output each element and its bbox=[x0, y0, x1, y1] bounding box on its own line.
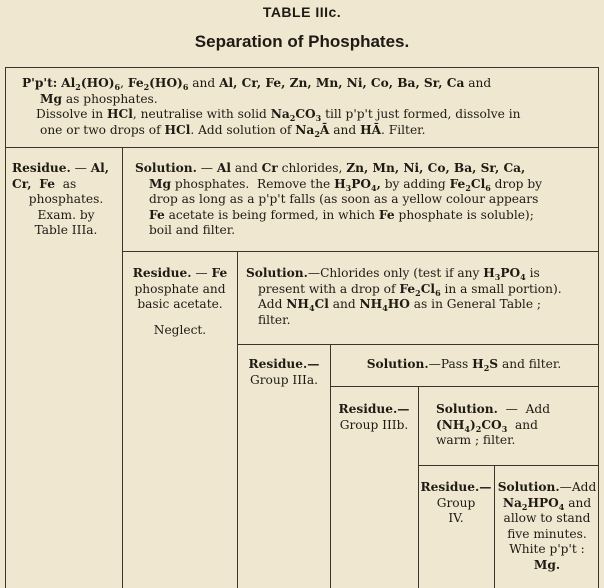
rule-col5 bbox=[494, 465, 495, 588]
residue-al-cr-fe bbox=[12, 161, 120, 239]
line: filter. bbox=[258, 312, 291, 327]
line: $Na_2HPO_4$ and bbox=[502, 495, 592, 512]
line: allow to stand bbox=[503, 511, 591, 525]
line: Residue.— bbox=[248, 357, 320, 371]
residue-group-iv bbox=[419, 480, 493, 527]
line: Solution.—Chlorides only (test if any $H_3PO_4$ is bbox=[246, 266, 540, 282]
rule-col3 bbox=[330, 344, 331, 588]
line: basic acetate. bbox=[137, 297, 223, 311]
line: Fe acetate is being formed, in which Fe phosphate is soluble); bbox=[149, 207, 534, 222]
rule-sol2-bottom bbox=[237, 344, 598, 345]
line: Solution. — Add bbox=[436, 402, 551, 416]
residue-group-iiia bbox=[239, 357, 329, 388]
line: five minutes. bbox=[507, 526, 587, 541]
line: present with a drop of $Fe_2Cl_6$ in a small portion). bbox=[258, 281, 562, 298]
line: Exam. by bbox=[37, 207, 95, 222]
line: Cr, Fe as bbox=[12, 176, 77, 191]
line: Solution.—Add bbox=[497, 480, 597, 494]
page-title: Separation of Phosphates. bbox=[194, 32, 410, 51]
rule-sol3-bottom bbox=[330, 386, 598, 387]
line: Mg. bbox=[533, 557, 561, 572]
rule-sol4-bottom bbox=[418, 465, 598, 466]
rule-left bbox=[5, 67, 6, 588]
rule-intro-bottom bbox=[5, 147, 599, 148]
line: boil and filter. bbox=[149, 223, 236, 237]
formula-al: $Al_2(HO)_6$ bbox=[61, 76, 121, 92]
line: Solution. — Al and Cr chlorides, Zn, Mn, Ni, Co, Ba, Sr, Ca, bbox=[135, 161, 526, 175]
line: warm ; filter. bbox=[436, 433, 516, 447]
metals-list: Al, Cr, Fe, Zn, Mn, Ni, Co, Ba, Sr, Ca bbox=[219, 76, 465, 90]
solution-al-cr bbox=[135, 161, 595, 239]
line: White p'p't : bbox=[509, 542, 585, 556]
solution-chlorides bbox=[246, 266, 596, 328]
line: Residue.— bbox=[338, 402, 410, 416]
residue-fe bbox=[124, 266, 236, 338]
line: Mg phosphates. Remove the $H_3PO_4$, by adding $Fe_2Cl_6$ drop by bbox=[149, 176, 543, 193]
line: $(NH_4)_2CO_3$ and bbox=[436, 417, 538, 434]
line: Residue.— bbox=[420, 480, 492, 494]
solution-ammonium-carbonate bbox=[436, 402, 596, 449]
line: IV. bbox=[448, 511, 464, 525]
rule-top bbox=[5, 67, 599, 68]
rule-col2 bbox=[237, 251, 238, 588]
line: Group IIIb. bbox=[339, 417, 409, 432]
line: Add $NH_4Cl$ and $NH_4HO$ as in General Table ; bbox=[258, 297, 542, 313]
solution-pass-h2s: Solution.—Pass $H_2S$ and filter. bbox=[366, 357, 562, 373]
line: Residue. — Fe bbox=[132, 266, 228, 280]
line: Table IIIa. bbox=[34, 223, 98, 237]
residue-group-iiib bbox=[331, 402, 417, 433]
line: phosphate and bbox=[134, 281, 226, 296]
rule-col1 bbox=[122, 147, 123, 588]
line: drop as long as a p'p't falls (as soon as a yellow colour appears bbox=[149, 192, 539, 206]
solution-mg bbox=[496, 480, 598, 573]
table-label: TABLE IIIc. bbox=[262, 4, 342, 20]
rule-right bbox=[598, 67, 599, 588]
line: Neglect. bbox=[153, 322, 207, 337]
rule-sol1-bottom bbox=[122, 251, 598, 252]
line: Group IIIa. bbox=[249, 372, 318, 387]
line: phosphates. bbox=[28, 192, 104, 206]
ppt-label: P'p't: bbox=[22, 76, 58, 90]
line: Residue. — Al, bbox=[12, 161, 110, 175]
line: Group bbox=[436, 495, 476, 510]
formula-fe: $Fe_2(HO)_6$ bbox=[127, 76, 189, 92]
intro-text: P'p't: $Al_2(HO)_6$, $Fe_2(HO)_6$ and Al, Cr, Fe, Zn, Mn, Ni, Co, Ba, Sr, Ca and Mg as phosphates. Dissolve in HCl, neutralise with solid $Na_2CO_3$ till p'p't just formed, dissolve in one or two drops of HCl. Add solution of $Na_2Ā$ and HĀ. Filter. bbox=[22, 76, 521, 139]
